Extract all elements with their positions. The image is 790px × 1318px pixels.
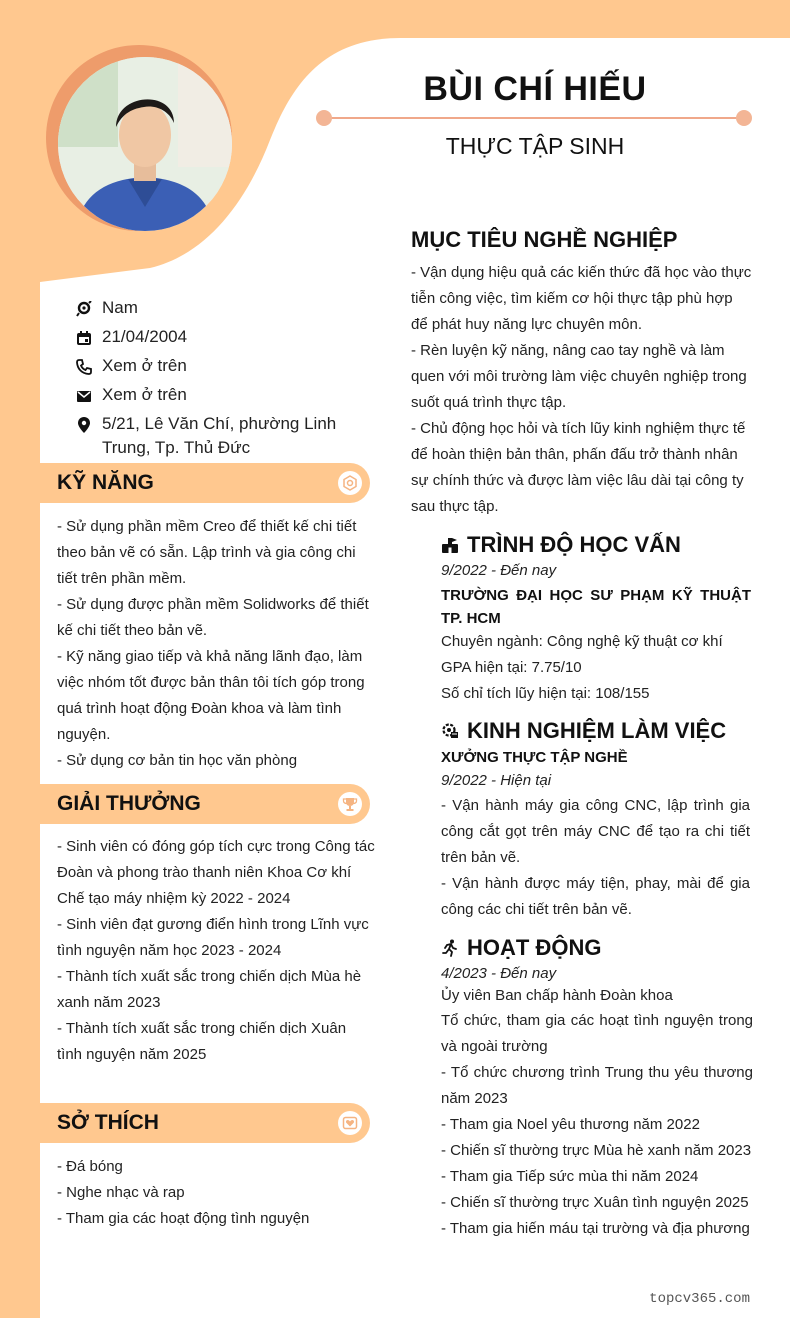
list-item: Tổ chức, tham gia các hoạt tình nguyện trong và ngoài trường [441, 1012, 753, 1055]
list-item: - Sử dụng phần mềm Creo để thiết kế chi tiết theo bản vẽ có sẵn. Lập trình và gia công chi tiết trên phần mềm. [57, 518, 357, 587]
contact-dob: 21/04/2004 [76, 328, 356, 349]
experience-date: 9/2022 - Hiện tại [441, 772, 552, 789]
objective-title: MỤC TIÊU NGHỀ NGHIỆP [411, 227, 678, 252]
list-item: - Chiến sĩ thường trực Mùa hè xanh năm 2023 [441, 1142, 752, 1159]
list-item: - Tham gia hiến máu tại trường và địa phương [441, 1220, 750, 1237]
list-item: - Sử dụng cơ bản tin học văn phòng [57, 752, 298, 769]
list-item: - Vận hành được máy tiện, phay, mài để gia công các chi tiết trên bản vẽ. [441, 875, 750, 918]
education-school: TRƯỜNG ĐẠI HỌC SƯ PHẠM KỸ THUẬT TP. HCM [441, 587, 751, 627]
list-item: - Kỹ năng giao tiếp và khả năng lãnh đạo, làm việc nhóm tốt được bản thân tôi tích góp trong quá trình hoạt động Đoàn khoa và làm tình nguyện. [57, 648, 365, 743]
list-item: - Sinh viên đạt gương điển hình trong Lĩnh vực tình nguyện năm học 2023 - 2024 [57, 916, 369, 959]
contact-gender: Nam [76, 299, 356, 320]
list-item: - Thành tích xuất sắc trong chiến dịch Mùa hè xanh năm 2023 [57, 968, 362, 1011]
list-item: - Sử dụng được phần mềm Solidworks để thiết kế chi tiết theo bản vẽ. [57, 596, 369, 639]
list-item: - Sinh viên có đóng góp tích cực trong Công tác Đoàn và phong trào thanh niên Khoa Cơ khí Chế tạo máy nhiệm kỳ 2022 - 2024 [57, 838, 375, 907]
divider-dot-left [316, 110, 332, 126]
awards-list [57, 834, 375, 1068]
list-item: - Chủ động học hỏi và tích lũy kinh nghiệm thực tế để hoàn thiện bản thân, phấn đấu trở thành nhân sự chính thức và được làm việc lâu dài tại công ty sau thực tập. [411, 420, 746, 515]
gear-badge-icon [338, 471, 362, 495]
running-icon [441, 939, 459, 957]
trophy-icon [338, 792, 362, 816]
contact-phone: Xem ở trên [76, 357, 356, 378]
objective-list [411, 260, 753, 520]
activities-title: HOẠT ĐỘNG [467, 935, 602, 960]
list-item: - Tổ chức chương trình Trung thu yêu thương năm 2023 [441, 1064, 753, 1107]
hobbies-header [40, 1103, 370, 1143]
hobbies-list [57, 1154, 375, 1232]
skills-title: KỸ NĂNG [57, 471, 154, 494]
experience-title: KINH NGHIỆM LÀM VIỆC [467, 718, 727, 743]
list-item: - Vận dụng hiệu quả các kiến thức đã học vào thực tiễn công việc, tìm kiếm cơ hội thực tập phù hợp để phát huy năng lực chuyên môn. [411, 264, 752, 333]
heart-icon [338, 1111, 362, 1135]
list-item: - Vận hành máy gia công CNC, lập trình gia công cắt gọt trên máy CNC để tạo ra chi tiết trên bản vẽ. [441, 797, 750, 866]
envelope-icon [76, 388, 92, 404]
list-item: - Tham gia Noel yêu thương năm 2022 [441, 1116, 700, 1133]
activities-list [441, 984, 753, 1242]
education-title: TRÌNH ĐỘ HỌC VẤN [467, 532, 681, 557]
gear-tools-icon [441, 722, 459, 740]
list-item: - Tham gia Tiếp sức mùa thi năm 2024 [441, 1168, 699, 1185]
gender-icon [76, 301, 92, 317]
name-divider [324, 117, 744, 119]
experience-list [441, 793, 750, 923]
hobbies-title: SỞ THÍCH [57, 1111, 159, 1134]
divider-dot-right [736, 110, 752, 126]
awards-header [40, 784, 370, 824]
watermark: topcv365.com [649, 1291, 750, 1307]
contact-email: Xem ở trên [76, 386, 356, 407]
experience-header [441, 718, 726, 744]
candidate-name: BÙI CHÍ HIẾU [423, 70, 647, 108]
list-item: Chuyên ngành: Công nghệ kỹ thuật cơ khí [441, 633, 723, 650]
list-item: - Chiến sĩ thường trực Xuân tình nguyện 2025 [441, 1194, 749, 1211]
activities-header [441, 935, 601, 961]
list-item: - Đá bóng [57, 1158, 123, 1175]
calendar-icon [76, 330, 92, 346]
list-item: Số chỉ tích lũy hiện tại: 108/155 [441, 685, 650, 702]
education-date: 9/2022 - Đến nay [441, 562, 557, 579]
list-item: - Thành tích xuất sắc trong chiến dịch Xuân tình nguyện năm 2025 [57, 1020, 347, 1063]
list-item: GPA hiện tại: 7.75/10 [441, 659, 582, 676]
awards-title: GIẢI THƯỞNG [57, 792, 201, 815]
list-item: - Nghe nhạc và rap [57, 1184, 185, 1201]
skills-list [57, 514, 375, 774]
list-item: Ủy viên Ban chấp hành Đoàn khoa [441, 987, 673, 1004]
education-icon [441, 536, 459, 554]
experience-company: XƯỞNG THỰC TẬP NGHỀ [441, 749, 628, 766]
education-details [441, 629, 753, 707]
phone-icon [76, 359, 92, 375]
activities-date: 4/2023 - Đến nay [441, 965, 557, 982]
contact-address: 5/21, Lê Văn Chí, phường Linh Trung, Tp. Thủ Đức [76, 415, 356, 460]
avatar [58, 57, 232, 231]
list-item: - Tham gia các hoạt động tình nguyện [57, 1210, 310, 1227]
list-item: - Rèn luyện kỹ năng, nâng cao tay nghề và làm quen với môi trường làm việc chuyên nghiệp trong suốt quá trình thực tập. [411, 342, 747, 411]
candidate-role: THỰC TẬP SINH [445, 133, 625, 159]
skills-header [40, 463, 370, 503]
education-header [441, 532, 681, 558]
map-pin-icon [76, 417, 92, 433]
